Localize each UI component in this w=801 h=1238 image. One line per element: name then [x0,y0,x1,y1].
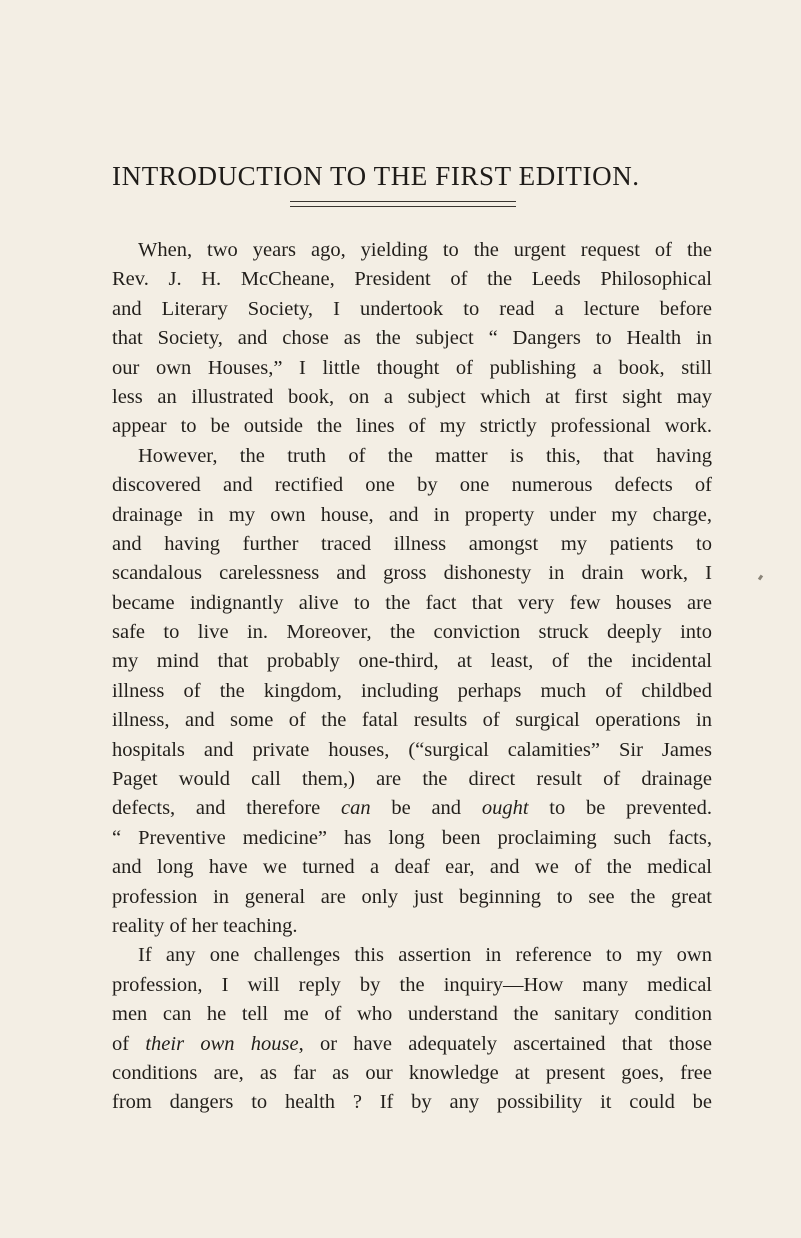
text-line: conditions are, as far as our knowledge at present goes, free [112,1061,712,1084]
heading-double-rule-top [290,201,516,202]
text-line: Paget would call them,) are the direct result of drainage [112,768,712,791]
text-line: our own Houses,” I little thought of publishing a book, still [112,356,712,379]
text-line: scandalous carelessness and gross dishonesty in drain work, I [112,562,712,585]
text-line: less an illustrated book, on a subject which at first sight may [112,385,712,408]
text-line: that Society, and chose as the subject “ Dangers to Health in [112,327,712,350]
paper-speck [758,575,763,581]
text-line: from dangers to health ? If by any possibility it could be [112,1091,712,1114]
body-text [112,236,712,1118]
text-line: However, the truth of the matter is this, that having [138,444,712,467]
text-line: illness, and some of the fatal results of surgical operations in [112,709,712,732]
text-line: appear to be outside the lines of my strictly professional work. [112,415,712,438]
text-line: profession, I will reply by the inquiry—How many medical [112,973,712,996]
text-line: safe to live in. Moreover, the conviction struck deeply into [112,621,712,644]
text-line: and long have we turned a deaf ear, and we of the medical [112,856,712,879]
text-line: and Literary Society, I undertook to read a lecture before [112,297,712,320]
text-line: became indignantly alive to the fact that very few houses are [112,591,712,614]
text-line: profession in general are only just beginning to see the great [112,885,712,908]
chapter-heading: INTRODUCTION TO THE FIRST EDITION. [112,161,640,191]
text-line: of their own house, or have adequately ascertained that those [112,1032,713,1055]
text-line: and having further traced illness amongst my patients to [112,532,712,555]
text-line: If any one challenges this assertion in reference to my own [138,944,712,967]
text-line: defects, and therefore can be and ought to be prevented. [112,797,712,820]
text-line: drainage in my own house, and in property under my charge, [112,503,712,526]
text-line: discovered and rectified one by one numerous defects of [112,474,712,497]
text-line: “ Preventive medicine” has long been proclaiming such facts, [112,826,712,849]
text-line: When, two years ago, yielding to the urgent request of the [138,239,712,261]
text-line: Rev. J. H. McCheane, President of the Leeds Philosophical [112,268,712,291]
text-line: reality of her teaching. [112,914,298,937]
text-line: men can he tell me of who understand the sanitary condition [112,1003,712,1026]
text-line: my mind that probably one-third, at least, of the incidental [112,650,712,673]
heading-double-rule-bottom [290,206,516,207]
text-line: hospitals and private houses, (“surgical calamities” Sir James [112,738,712,761]
text-line: illness of the kingdom, including perhaps much of childbed [112,679,712,702]
